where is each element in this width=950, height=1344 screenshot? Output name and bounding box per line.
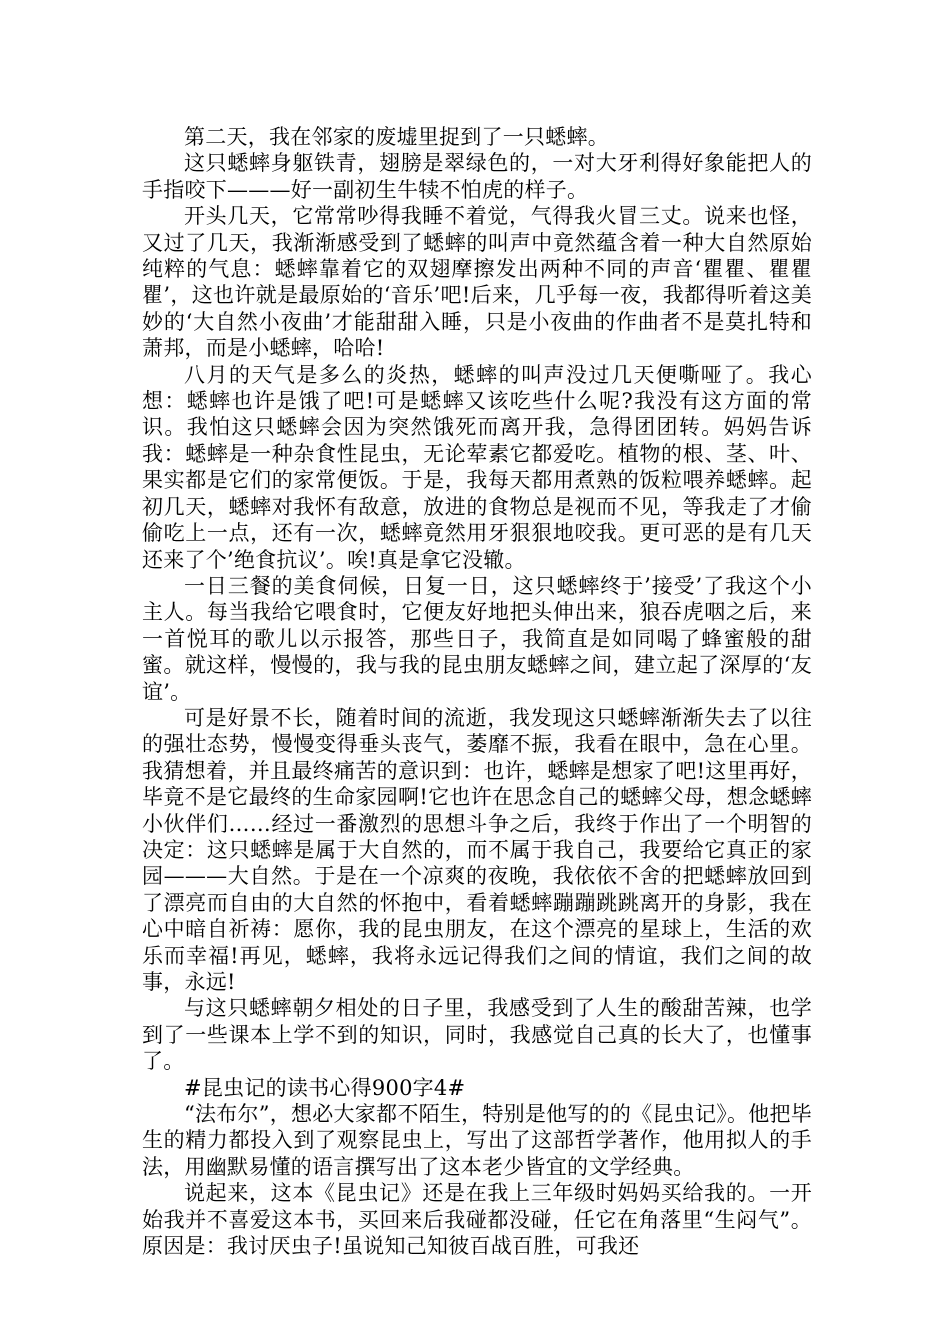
essay-body <box>142 124 812 1259</box>
paragraph-7: 与这只蟋蟀朝夕相处的日子里，我感受到了人生的酸甜苦辣，也学到了一些课本上学不到的知识，同时，我感觉自己真的长大了，也懂事了。 <box>142 996 812 1074</box>
section-heading: #昆虫记的读书心得900字4# <box>184 1075 466 1100</box>
paragraph-1: 第二天，我在邻家的废墟里捉到了一只蟋蟀。 <box>184 125 609 149</box>
paragraph-6: 可是好景不长，随着时间的流逝，我发现这只蟋蟀渐渐失去了以往的强壮态势，慢慢变得垂头丧气，萎靡不振，我看在眼中，急在心里。我猜想着，并且最终痛苦的意识到：也许，蟋蟀是想家了吧!这里再好，毕竟不是它最终的生命家园啊!它也许在思念自己的蟋蟀父母，想念蟋蟀小伙伴们……经过一番激烈的思想斗争之后，我终于作出了一个明智的决定：这只蟋蟀是属于大自然的，而不属于我自己，我要给它真正的家园———大自然。于是在一个凉爽的夜晚，我依依不舍的把蟋蟀放回到了漂亮而自由的大自然的怀抱中，看着蟋蟀蹦蹦跳跳离开的身影，我在心中暗自祈祷：愿你，我的昆虫朋友，在这个漂亮的星球上，生活的欢乐而幸福!再见，蟋蟀，我将永远记得我们之间的情谊，我们之间的故事，永远! <box>142 705 812 994</box>
paragraph-2: 这只蟋蟀身躯铁青，翅膀是翠绿色的，一对大牙利得好象能把人的手指咬下———好一副初生牛犊不怕虎的样子。 <box>142 151 812 202</box>
paragraph-3: 开头几天，它常常吵得我睡不着觉，气得我火冒三丈。说来也怪，又过了几天，我渐渐感受到了蟋蟀的叫声中竟然蕴含着一种大自然原始纯粹的气息：蟋蟀靠着它的双翅摩擦发出两种不同的声音‘瞿瞿、瞿瞿瞿’，这也许就是最原始的‘音乐’吧!后来，几乎每一夜，我都得听着这美妙的‘大自然小夜曲’才能甜甜入睡，只是小夜曲的作曲者不是莫扎特和萧邦，而是小蟋蟀，哈哈! <box>142 204 812 361</box>
paragraph-4: 八月的天气是多么的炎热，蟋蟀的叫声没过几天便嘶哑了。我心想：蟋蟀也许是饿了吧!可是蟋蟀又该吃些什么呢?我没有这方面的常识。我怕这只蟋蟀会因为突然饿死而离开我，急得团团转。妈妈告诉我：蟋蟀是一种杂食性昆虫，无论荤素它都爱吃。植物的根、茎、叶、果实都是它们的家常便饭。于是，我每天都用煮熟的饭粒喂养蟋蟀。起初几天，蟋蟀对我怀有敌意，放进的食物总是视而不见，等我走了才偷偷吃上一点，还有一次，蟋蟀竟然用牙狠狠地咬我。更可恶的是有几天还来了个’绝食抗议’。唉!真是拿它没辙。 <box>142 362 812 572</box>
paragraph-8: “法布尔”，想必大家都不陌生，特别是他写的的《昆虫记》。他把毕生的精力都投入到了观察昆虫上，写出了这部哲学著作，他用拟人的手法，用幽默易懂的语言撰写出了这本老少皆宜的文学经典。 <box>142 1102 812 1179</box>
paragraph-9: 说起来，这本《昆虫记》还是在我上三年级时妈妈买给我的。一开始我并不喜爱这本书，买回来后我碰都没碰，任它在角落里“生闷气”。原因是：我讨厌虫子!虽说知己知彼百战百胜，可我还 <box>142 1181 812 1259</box>
paragraph-5: 一日三餐的美食伺候，日复一日，这只蟋蟀终于’接受’了我这个小主人。每当我给它喂食时，它便友好地把头伸出来，狼吞虎咽之后，来一首悦耳的歌儿以示报答，那些日子，我简直是如同喝了蜂蜜般的甜蜜。就这样，慢慢的，我与我的昆虫朋友蟋蟀之间，建立起了深厚的‘友谊’。 <box>142 573 812 704</box>
